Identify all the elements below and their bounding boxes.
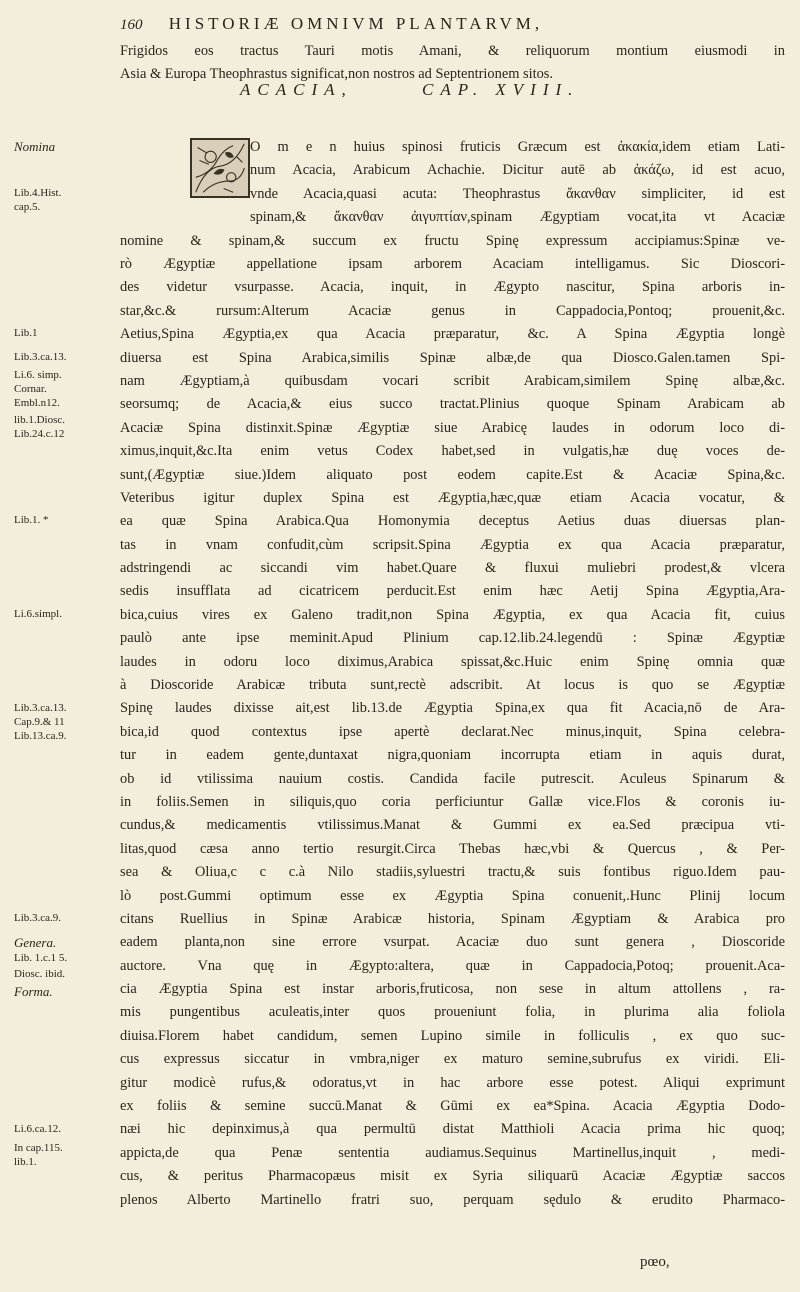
text-line: Frigidos eos tractus Tauri motis Amani, & reliquorum montium eiusmodi in: [120, 43, 785, 59]
text-line: cus, & peritus Pharmacopæus misit ex Syria siliquarū Acaciæ Ægyptiæ saccos: [120, 1168, 785, 1185]
text-line: appicta,de qua Penæ sententia audiamus.Sequinus Martinellus,inquit , medi-: [120, 1144, 785, 1161]
margin-note: Lib.3.ca.13.: [14, 350, 67, 363]
text-line: Veteribus igitur duplex Spina est Ægyptia,hæc,quæ etiam Acacia vocatur, &: [120, 489, 785, 506]
text-line: næi hic depinximus,à qua permultū distat Matthioli Acacia prima hic quoq;: [120, 1121, 785, 1138]
text-line: litas,quod cæsa anno tertio resurgit.Circa Thebas hæc,vbi & Quercus , & Per-: [120, 840, 785, 857]
text-line: Asia & Europa Theophrastus significat,non nostros ad Septentrionem sitos.: [120, 66, 553, 83]
margin-note: Genera.: [14, 934, 57, 950]
chapter-number: CAP. XVIII.: [422, 80, 580, 99]
margin-note: Embl.n12.: [14, 397, 60, 410]
margin-note: lib.1.Diosc.: [14, 413, 66, 426]
text-line: in foliis.Semen in siliquis,quo coria perficiuntur Gallæ vice.Flos & coronis iu-: [120, 793, 785, 810]
margin-note: Lib.13.ca.9.: [14, 729, 67, 742]
text-line: cus expressus siccatur in vmbra,niger ex maturo semine,subrufus ex viridi. Eli-: [120, 1051, 785, 1068]
margin-note: In cap.115.: [14, 1141, 63, 1154]
text-line: plenos Alberto Martinello fratri suo, perquam sędulo & erudito Pharmaco-: [120, 1191, 785, 1208]
margin-note: Forma.: [14, 983, 53, 999]
margin-note: Lib.4.Hist.: [14, 186, 62, 199]
main-body-text: [120, 230, 785, 1212]
text-line: diuersa est Spina Arabica,similis Spinæ albæ,de qua Diosco.Galen.tamen Spi-: [120, 349, 785, 366]
text-line: nam Ægyptiam,à quibusdam vocari scribit Arabicam,similem Spinę albæ,&c.: [120, 372, 785, 389]
margin-note: Li.6.simpl.: [14, 608, 62, 620]
woodcut-ornament-icon: [192, 140, 248, 196]
text-line: vnde Acacia,quasi acuta: Theophrastus ἄκανθαν simpliciter, id est: [250, 185, 785, 202]
catchword: pœo,: [640, 1254, 670, 1270]
text-line: diuisa.Florem habet candidum, semen Lupino simile in folliculis , ex quo suc-: [120, 1027, 785, 1044]
chapter-title: ACACIA,: [240, 80, 353, 99]
text-line: Acaciæ Spina distinxit.Spinæ Ægyptiæ siue Arabicę laudes in odorum loco di-: [120, 419, 785, 436]
page-number: 160: [120, 17, 143, 33]
margin-note: Lib.1: [14, 327, 38, 340]
text-line: mis pungentibus aculeatis,inter quos proueniunt folia, in plurima alia foliola: [120, 1004, 785, 1021]
margin-note: lib.1.: [14, 1155, 37, 1168]
text-line: num Acacia, Arabicum Achachie. Dicitur autē ab ἀκάζω, id est acuo,: [250, 162, 785, 179]
text-line: tas in vnam confudit,cùm scripsit.Spina Ægyptia ex qua Acacia præparatur,: [120, 536, 785, 553]
running-title: HISTORIÆ OMNIVM PLANTARVM,: [168, 14, 544, 33]
margin-note: Lib. 1.c.1 5.: [14, 951, 68, 964]
text-line: à Dioscoride Arabicæ tributa sunt,rectè adscribit. At locus is quo se Ægyptiæ: [120, 677, 785, 694]
margin-note: Cornar.: [14, 383, 47, 396]
text-line: ob id vtilissima nauium costis. Candida facile putrescit. Aculeus Spinarum &: [120, 770, 785, 787]
text-line: laudes in odoru loco diximus,Arabica spissat,&c.Huic enim Spinę omnia quæ: [120, 653, 785, 670]
text-line: cundus,& medicamentis vtilissimus.Manat & Gummi ex ea.Sed præcipua vti-: [120, 817, 785, 834]
text-line: nomine & spinam,& succum ex fructu Spinę expressum accipiamus:Spinæ ve-: [120, 232, 785, 249]
text-line: Aetius,Spina Ægyptia,ex qua Acacia præparatur, &c. A Spina Ægyptia longè: [120, 326, 785, 343]
text-line: auctore. Vna quę in Ægypto:altera, quæ in Cappadocia,Potoq; prouenit.Aca-: [120, 957, 785, 974]
text-line: sunt,(Ægyptiæ siue.)Idem aliquato post eodem capite.Est & Acaciæ Spina,&c.: [120, 466, 785, 483]
text-line: citans Ruellius in Spinæ Arabicæ historia, Spinam Ægyptiam & Arabica pro: [120, 910, 785, 927]
margin-note: Lib.3.ca.9.: [14, 912, 62, 925]
margin-note: Li.6. simp.: [14, 369, 62, 382]
margin-note: Li.6.ca.12.: [14, 1122, 62, 1135]
text-line: des videtur vsurpasse. Acacia, inquit, in Ægypto nascitur, Spina arboris in-: [120, 279, 785, 296]
margin-note: Cap.9.& 11: [14, 715, 65, 728]
text-line: tur in eadem gente,duntaxat nigra,quoniam incorrupta etiam in aquis durat,: [120, 747, 785, 764]
margin-note: Nomina: [14, 139, 56, 154]
margin-note: Lib.24.c.12: [14, 427, 65, 440]
text-line: sea & Oliua,c c c.à Nilo stadiis,syluestri tractu,& suis fontibus riguo.Idem pau-: [120, 864, 785, 881]
margin-note: Diosc. ibid.: [14, 968, 66, 981]
margin-note: Lib.1. *: [14, 514, 49, 527]
text-line: adstringendi ac siccandi vim habet.Quare & fluxui muliebri prodest,& vlcera: [120, 560, 785, 577]
text-line: paulò ante ipse meminit.Apud Plinium cap.12.lib.24.legendū : Spinæ Ægyptiæ: [120, 630, 785, 647]
text-line: cia Ægyptia Spina est instar arboris,fruticosa, non sese in altum attollens , ra-: [120, 981, 785, 998]
chapter-heading: [240, 80, 660, 104]
text-line: bica,id quod contextus ipse apertè declarat.Nec minus,inquit, Spina celebra-: [120, 723, 785, 740]
text-line: sedis insufflata ad cicatricem perducit.Est enim hæc Aetij Spina Ægyptia,Ara-: [120, 583, 785, 600]
opening-lines: [250, 136, 785, 230]
decorated-initial-woodcut: [190, 138, 250, 198]
text-line: ximus,inquit,&c.Ita enim vetus Codex habet,sed in vulgatis,hæ duę voces de-: [120, 443, 785, 460]
text-line: star,&c.& rursum:Alterum Acaciæ genus in Cappadocia,Pontoq; prouenit,&c.: [120, 302, 785, 319]
text-line: seorsumq; de Acacia,& eius succo tractat.Plinius quoque Spinam Arabicam ab: [120, 396, 785, 413]
text-line: lò post.Gummi optimum esse ex Ægyptia Spina conuenit,.Hunc Plinij locum: [120, 887, 785, 904]
text-line: spinam,& ἄκανθαν ἀιγυπτίαν,spinam Ægyptiam vocat,ita vt Acaciæ: [250, 209, 785, 226]
text-line: bica,cuius vires ex Galeno tradit,non Spina Ægyptia, ex qua Acacia fit, cuius: [120, 606, 785, 623]
margin-note: Lib.3.ca.13.: [14, 701, 67, 714]
text-line: eadem planta,non sine errore vsurpat. Acaciæ duo sunt genera , Dioscoride: [120, 934, 785, 951]
text-line: ex foliis & semine succū.Manat & Gūmi ex ea*Spina. Acacia Ægyptia Dodo-: [120, 1098, 785, 1115]
margin-note: cap.5.: [14, 200, 41, 213]
text-line: gitur modicè rufus,& odoratus,vt in hac arbore esse potest. Aliqui exprimunt: [120, 1074, 785, 1091]
text-line: O m e n huius spinosi fruticis Græcum est ἀκακία,idem etiam Lati-: [250, 139, 785, 155]
running-header: [120, 14, 780, 40]
text-line: Spinę laudes dixisse ait,est lib.13.de Ægyptia Spina,ex qua fit Acacia,nō de Ara-: [120, 700, 785, 717]
text-line: ea quæ Spina Arabica.Qua Homonymia deceptus Aetius duas diuersas plan-: [120, 513, 785, 530]
text-line: rò Ægyptiæ appellatione ipsam arborem Acaciam intelligamus. Sic Dioscori-: [120, 255, 785, 272]
